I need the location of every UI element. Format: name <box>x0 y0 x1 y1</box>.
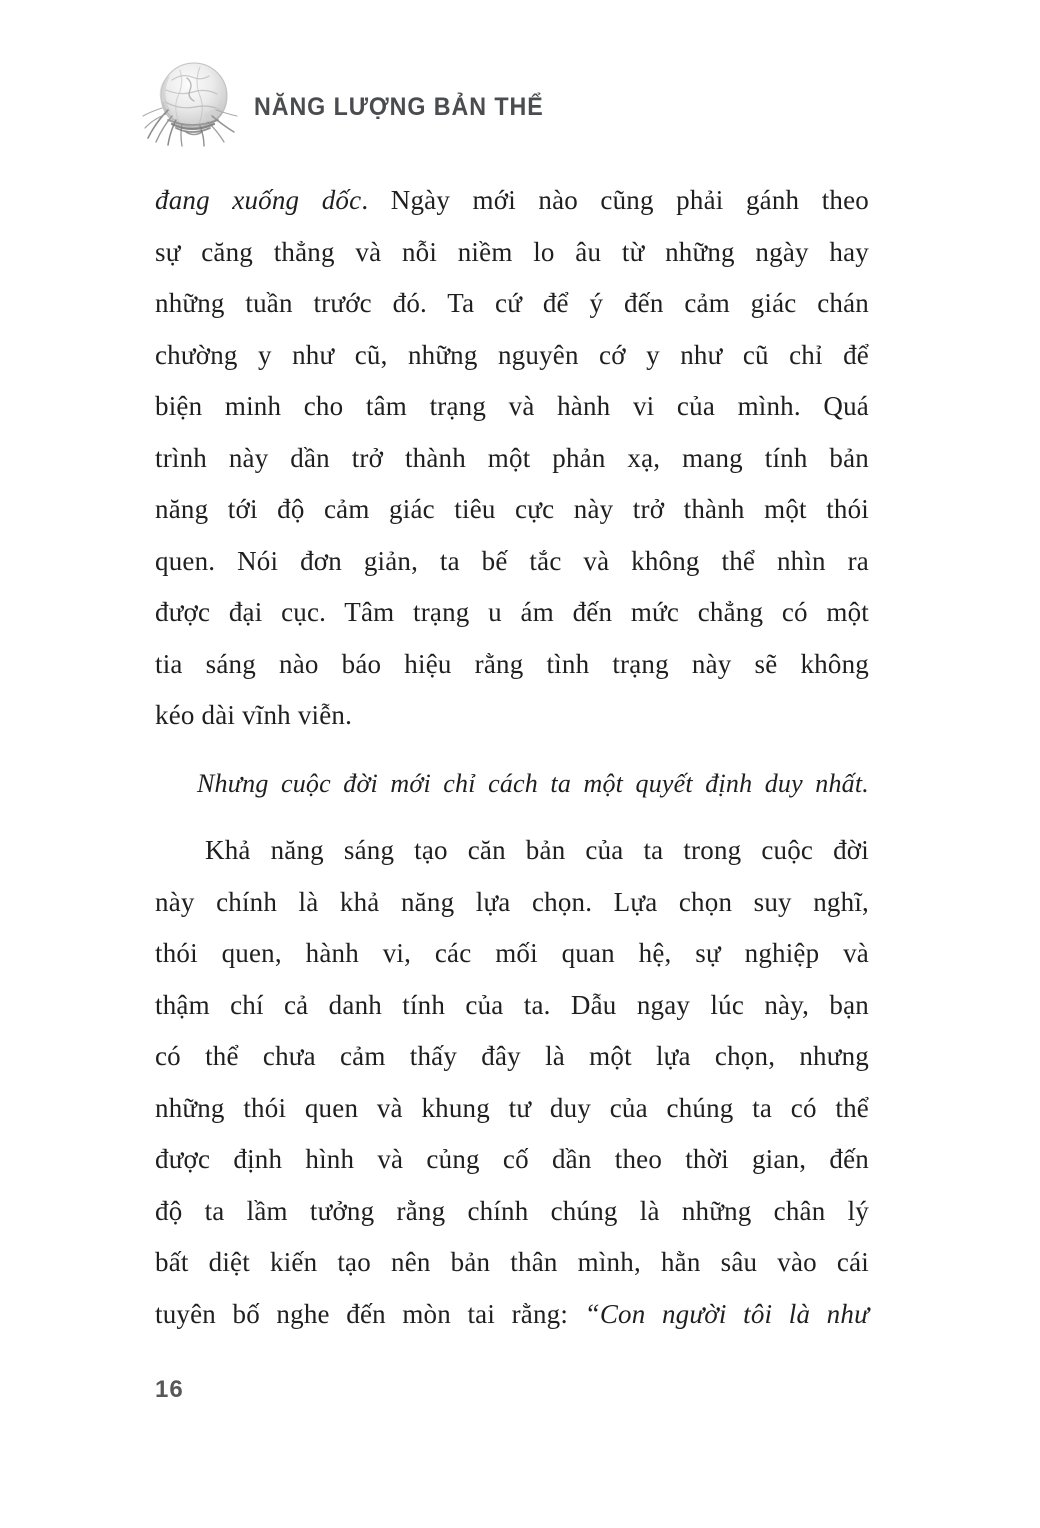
quote-line: Nhưng cuộc đời mới chỉ cách ta một quyết định duy nhất. <box>197 768 869 798</box>
text-line <box>155 175 869 227</box>
text-segment: Khả năng sáng tạo căn bản của ta trong cuộc đời <box>205 835 869 865</box>
text-line <box>155 484 869 536</box>
text-segment: trình này dần trở thành một phản xạ, mang tính bản <box>155 442 869 473</box>
text-line <box>155 381 869 433</box>
text-line <box>155 1031 869 1083</box>
text-segment: kéo dài vĩnh viễn. <box>155 700 353 730</box>
text-line <box>155 639 869 691</box>
text-line <box>155 825 869 877</box>
text-segment: biện minh cho tâm trạng và hành vi của mình. Quá <box>155 391 869 421</box>
text-line <box>155 1083 869 1135</box>
text-segment: bất diệt kiến tạo nên bản thân mình, hằn sâu vào cái <box>155 1247 869 1277</box>
text-line <box>155 330 869 382</box>
text-segment: tuyên bố nghe đến mòn tai rằng: <box>155 1298 585 1329</box>
text-segment: năng tới độ cảm giác tiêu cực này trở thành một thói <box>155 494 869 524</box>
text-line <box>155 227 869 279</box>
text-segment: được đại cục. Tâm trạng u ám đến mức chẳng có một <box>155 597 869 627</box>
text-segment: thậm chí cả danh tính của ta. Dẫu ngay lúc này, bạn <box>155 989 869 1020</box>
text-line <box>155 278 869 330</box>
text-segment: tia sáng nào báo hiệu rằng tình trạng này sẽ không <box>155 648 869 679</box>
text-line <box>155 1186 869 1238</box>
text-line <box>155 877 869 929</box>
page-number: 16 <box>155 1376 184 1403</box>
sketch-globe-icon <box>142 58 240 150</box>
page-header <box>142 58 565 150</box>
text-line <box>155 928 869 980</box>
text-line <box>155 1237 869 1289</box>
body-text <box>155 175 869 1340</box>
text-segment: sự căng thẳng và nỗi niềm lo âu từ những ngày hay <box>155 236 869 267</box>
text-segment: này chính là khả năng lựa chọn. Lựa chọn suy nghĩ, <box>155 886 869 917</box>
text-segment: . Ngày mới nào cũng phải gánh theo <box>361 185 869 215</box>
italic-text-segment: đang xuống dốc <box>155 185 362 215</box>
text-segment: được định hình và củng cố dần theo thời gian, đến <box>155 1144 869 1174</box>
text-segment: những tuần trước đó. Ta cứ để ý đến cảm giác chán <box>155 288 869 318</box>
text-line <box>155 536 869 588</box>
text-line <box>155 433 869 485</box>
italic-text-segment: “Con người tôi là như <box>584 1298 870 1329</box>
text-segment: quen. Nói đơn giản, ta bế tắc và không thể nhìn ra <box>155 545 869 576</box>
text-segment: thói quen, hành vi, các mối quan hệ, sự nghiệp và <box>155 938 869 968</box>
text-segment: có thể chưa cảm thấy đây là một lựa chọn, nhưng <box>155 1041 869 1071</box>
text-segment: chường y như cũ, những nguyên cớ y như cũ chỉ để <box>155 339 869 370</box>
paragraph-2 <box>155 825 869 1340</box>
text-line <box>155 587 869 639</box>
text-line <box>155 980 869 1032</box>
text-line <box>155 1134 869 1186</box>
text-line <box>155 690 869 742</box>
book-title: NĂNG LƯỢNG BẢN THỂ <box>254 92 544 121</box>
text-line <box>155 1289 869 1341</box>
text-segment: những thói quen và khung tư duy của chúng ta có thể <box>155 1092 869 1123</box>
text-segment: độ ta lầm tưởng rằng chính chúng là những chân lý <box>155 1195 869 1226</box>
paragraph-1 <box>155 175 869 742</box>
